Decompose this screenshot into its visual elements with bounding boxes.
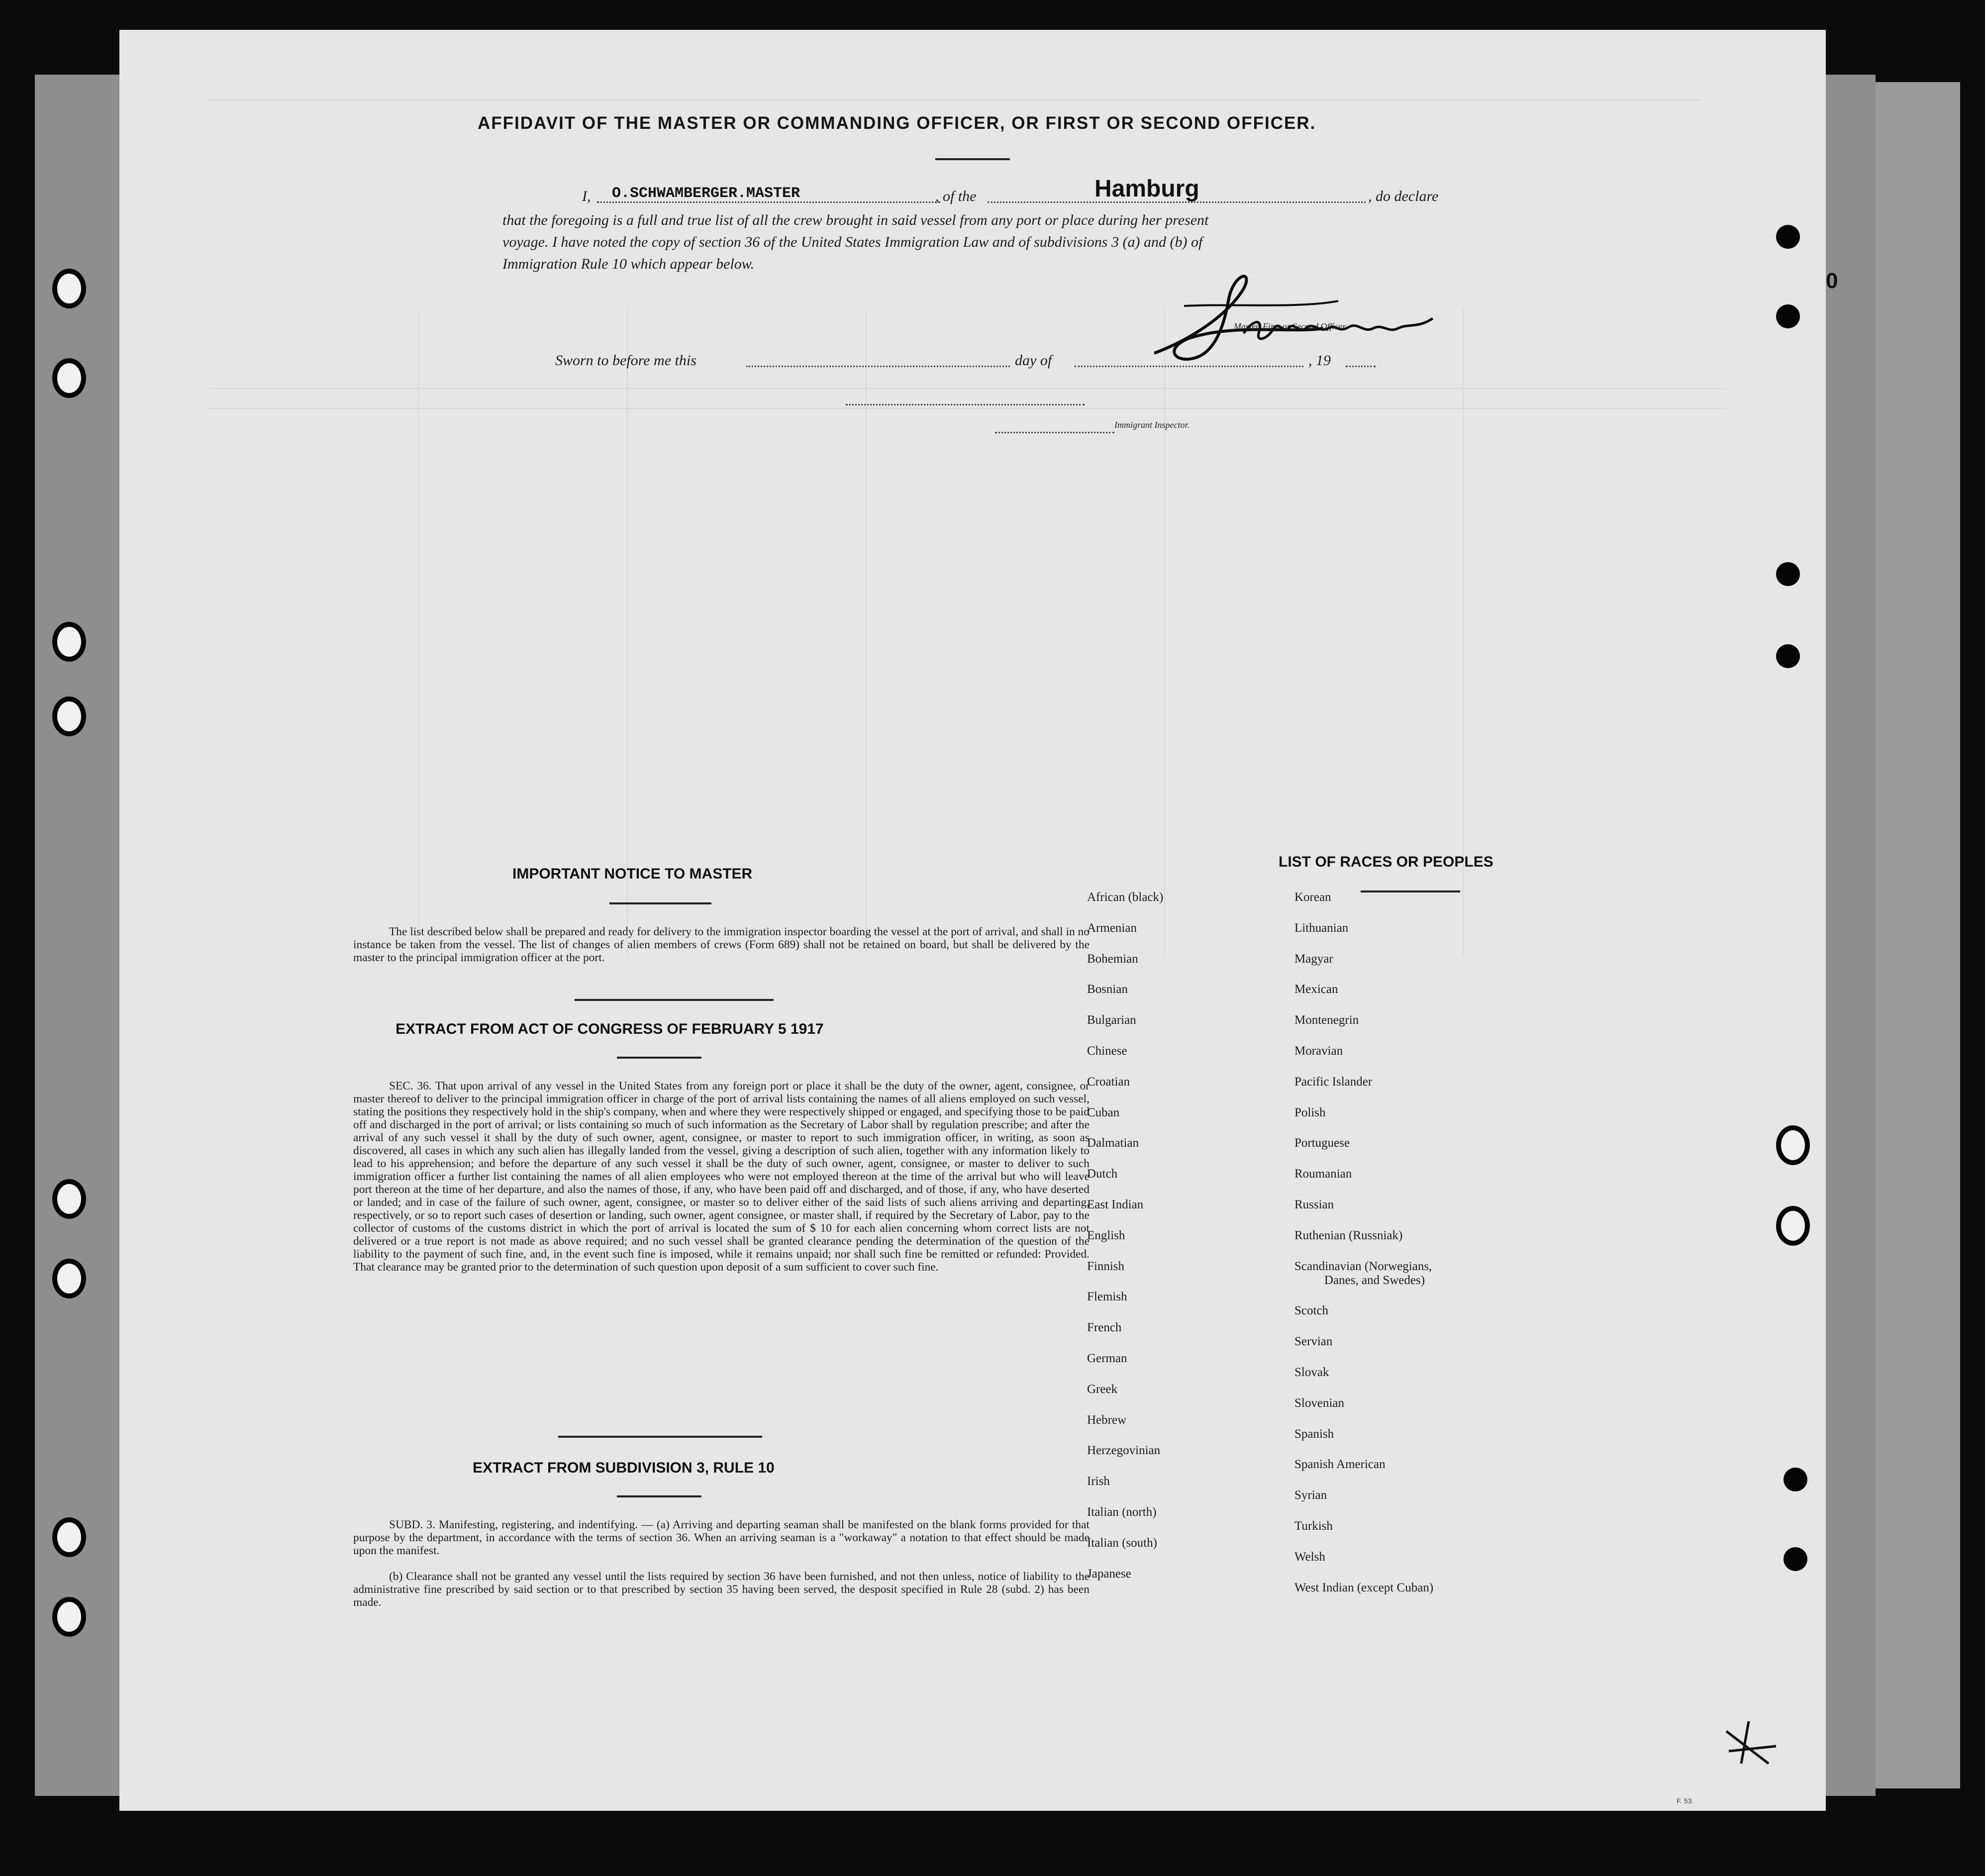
race-item: Armenian [1087,921,1137,935]
punch-mark [1776,225,1800,249]
race-item: Lithuanian [1294,921,1349,935]
next-page-edge [1876,82,1960,1788]
race-item: Bulgarian [1087,1013,1136,1027]
affidavit-line-3: voyage. I have noted the copy of section 36 of the United States Immigration Law and of subdivisions 3 (a) and (b) of [502,234,1203,250]
inspector-sign-line-2 [995,432,1114,433]
race-item: Flemish [1087,1290,1127,1304]
binder-hole [52,622,86,662]
port-name: Hamburg [1094,176,1199,202]
race-item: Montenegrin [1294,1013,1359,1027]
year-label: , 19 [1308,352,1331,369]
affidavit-line-4: Immigration Rule 10 which appear below. [502,256,755,272]
race-item: Spanish [1294,1427,1334,1441]
affidavit-sheet [119,30,1826,1811]
races-heading: LIST OF RACES OR PEOPLES [1279,854,1493,870]
race-item: Greek [1087,1382,1118,1396]
act-heading: EXTRACT FROM ACT OF CONGRESS OF FEBRUARY 5 1917 [396,1021,824,1037]
race-item: Hebrew [1087,1413,1127,1427]
race-item: Roumanian [1294,1167,1352,1181]
race-item: Croatian [1087,1075,1130,1088]
rule-heading: EXTRACT FROM SUBDIVISION 3, RULE 10 [473,1460,775,1476]
binder-hole [52,1597,86,1637]
race-item: Chinese [1087,1044,1127,1058]
rule-rule-top [558,1436,762,1438]
act-rule-bottom [617,1057,701,1059]
race-item: Polish [1294,1105,1326,1119]
binder-hole [52,696,86,736]
inspector-sign-line [846,404,1085,405]
races-rule [1361,890,1460,892]
svg-text:4: 4 [1721,1716,1722,1717]
form-code: F. 53. [1677,1797,1694,1805]
notice-heading: IMPORTANT NOTICE TO MASTER [512,866,753,882]
race-item: West Indian (except Cuban) [1294,1580,1434,1594]
race-item: Russian [1294,1198,1334,1211]
race-item: English [1087,1228,1125,1242]
race-item: Spanish American [1294,1458,1386,1472]
race-item: Danes, and Swedes) [1324,1273,1425,1287]
race-item: Slovenian [1294,1396,1344,1410]
rule-subd-3a-text: SUBD. 3. Manifesting, registering, and indentifying. — (a) Arriving and departing seaman shall be manifested on the blank forms provided for that purpose by the department, in accordance with the terms of section 36. When an arriving seaman is a "workaway" a notation to that effect should be made upon the manifest. [353,1518,1090,1557]
race-item: Herzegovinian [1087,1444,1161,1458]
race-item: Ruthenian (Russniak) [1294,1228,1403,1242]
race-item: Moravian [1294,1044,1343,1058]
do-declare-label: , do declare [1368,188,1439,204]
race-item: Bohemian [1087,952,1138,966]
sworn-day-line [746,366,1010,367]
binder-hole [52,269,86,308]
sworn-month-line [1075,366,1303,367]
punch-mark [1784,1468,1807,1491]
affidavit-line-2: that the foregoing is a full and true list of all the crew brought in said vessel from any port or place during her present [502,212,1209,228]
binder-hole [52,1179,86,1219]
officer-label: Master, First or Second Officer. [1234,321,1347,331]
race-item: Japanese [1087,1567,1131,1580]
race-item: Irish [1087,1475,1110,1488]
race-item: Scandinavian (Norwegians, [1294,1259,1432,1273]
race-item: Pacific Islander [1294,1075,1373,1088]
declare-prefix: I, [582,188,591,204]
punch-mark [1776,562,1800,586]
affidavit-title: AFFIDAVIT OF THE MASTER OR COMMANDING OFFICER, OR FIRST OR SECOND OFFICER. [478,113,1316,133]
race-item: East Indian [1087,1198,1144,1211]
race-item: French [1087,1321,1122,1335]
race-item: Italian (north) [1087,1505,1157,1519]
race-item: Dutch [1087,1167,1118,1181]
race-item: Dalmatian [1087,1136,1139,1150]
inspector-label: Immigrant Inspector. [1114,420,1190,430]
punch-mark [1784,1547,1807,1571]
race-item: Magyar [1294,952,1333,966]
race-item: Cuban [1087,1105,1120,1119]
act-sec-36-text: SEC. 36. That upon arrival of any vessel in the United States from any foreign port or place it shall be the duty of the owner, agent, consignee, or master thereof to deliver to the principal immigration officer in charge of the port of arrival lists containing the names of all aliens employed on such vessel, stating the positions they respectively hold in the ship's company, when and where they were respectively shipped or engaged, and specifying those to be paid off and discharged in the port of arrival; or lists containing so much of such information as the Secretary of Labor shall by regulation prescribe; and after the arrival of any such vessel it shall by the duty of such owner, agent, consignee, or master to report to such immigration officer, in writing, as soon as discovered, all cases in which any such alien has illegally landed from the vessel, giving a description of such alien, together with any information likely to lead to his apprehension; and before the departure of any such vessel it shall be the duty of such owner, agent, consignee, or master to deliver to such immigration officer a further list containing the names of all alien employees who were not employed thereon at the time of the arrival but who will leave port thereon at the time of her departure, and also the names of those, if any, who have been paid off and discharged, and of those, if any, who have deserted or landed; and in case of the failure of such owner, agent, consignee, or master so to deliver either of the said lists of such aliens arriving and departing, respectively, or so to report such cases of desertion or landing, such owner, agent consignee, or master shall, if required by the Secretary of Labor, pay to the collector of customs of the customs district in which the port of arrival is located the sum of $ 10 for each alien concerning whom correct lists are not delivered or a true report is not made as above required; and no such vessel shall be granted clearance pending the determination of the question of the liability to the payment of such fine, and, in the event such fine is imposed, while it remains unpaid; nor shall such fine be remitted or refunded: Provided. That clearance may be granted prior to the determination of such question upon deposit of a sum sufficient to cover such fine. [353,1080,1090,1274]
act-rule-top [575,999,774,1001]
punch-hole [1776,1206,1810,1246]
race-item: Mexican [1294,983,1338,996]
race-item: Scotch [1294,1304,1329,1318]
punch-hole [1776,1125,1810,1165]
of-the-label: , of the [935,188,977,204]
race-item: Italian (south) [1087,1536,1157,1550]
title-rule [935,158,1010,160]
binder-hole [52,1259,86,1298]
race-item: Portuguese [1294,1136,1350,1150]
sworn-prefix: Sworn to before me this [555,352,696,369]
race-item: Korean [1294,890,1331,904]
race-item: Bosnian [1087,983,1128,996]
year-line [1346,366,1376,367]
notice-text: The list described below shall be prepared and ready for delivery to the immigration inspector boarding the vessel at the port of arrival, and shall in no instance be taken from the vessel. The list of changes of alien members of crews (Form 689) shall not be retained on board, but shall be delivered by the master to the principal immigration officer at the port. [353,925,1090,964]
race-item: German [1087,1352,1127,1365]
day-of-label: day of [1015,352,1052,369]
master-signature [1134,259,1463,378]
declarant-name: O.SCHWAMBERGER.MASTER [612,185,800,202]
race-item: African (black) [1087,890,1164,904]
race-item: Turkish [1294,1519,1333,1533]
race-item: Slovak [1294,1366,1329,1379]
notice-rule [609,902,711,904]
rule-subd-3b-text: (b) Clearance shall not be granted any vessel until the lists required by section 36 have been furnished, and not then unless, notice of liability to the administrative fine prescribed by said section or to that prescribed by section 35 having been served, the desposit specified in Rule 28 (subd. 2) has been made. [353,1570,1090,1609]
race-item: Welsh [1294,1550,1325,1564]
binder-hole [52,358,86,398]
race-item: Servian [1294,1335,1333,1349]
page-number-mark [1721,1716,1781,1771]
punch-mark [1776,644,1800,668]
race-item: Syrian [1294,1488,1327,1502]
binder-hole [52,1517,86,1557]
edge-digit: 0 [1826,269,1838,293]
race-item: Finnish [1087,1259,1125,1273]
rule-rule-bottom [617,1495,701,1497]
punch-mark [1776,304,1800,328]
